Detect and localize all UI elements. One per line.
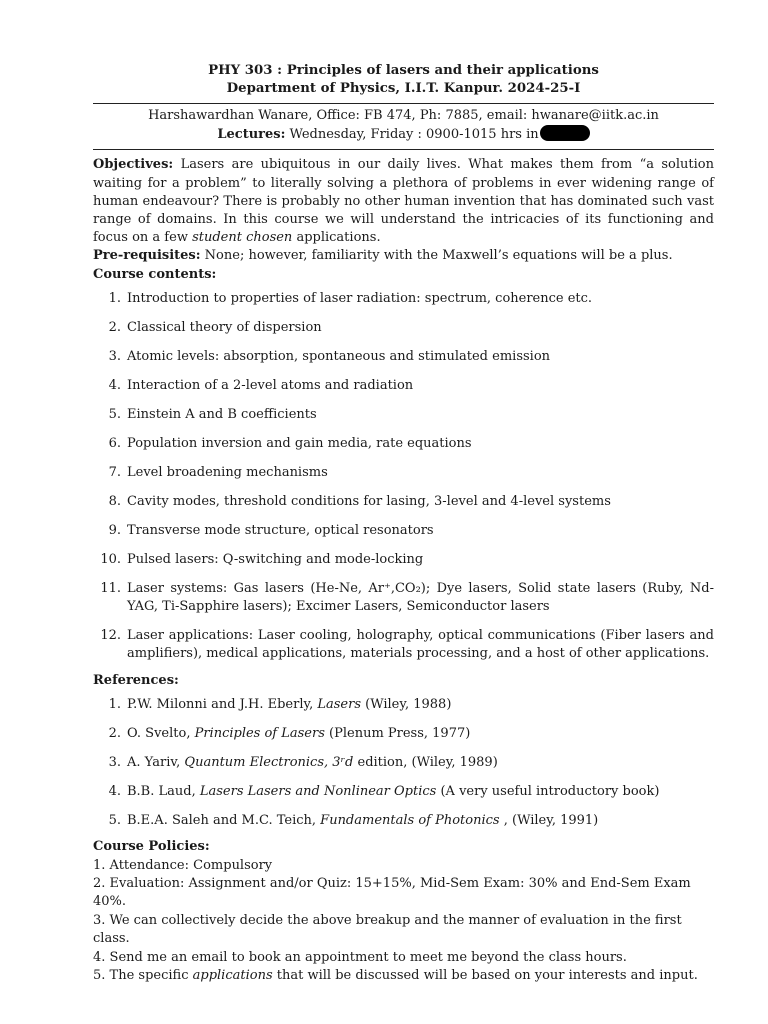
lectures-text: Wednesday, Friday : 0900-1015 hrs in bbox=[285, 127, 539, 143]
item-number: 6. bbox=[108, 435, 121, 451]
course-content-item bbox=[93, 406, 714, 424]
header-rule-bottom bbox=[93, 149, 714, 150]
item-number: 4. bbox=[108, 377, 121, 393]
item-text: Level broadening mechanisms bbox=[127, 464, 328, 480]
reference-title: Principles of Lasers bbox=[194, 726, 325, 742]
reference-before: B.B. Laud, bbox=[127, 784, 200, 800]
item-number: 4. bbox=[108, 784, 121, 800]
item-text: Introduction to properties of laser radiation: spectrum, coherence etc. bbox=[127, 290, 593, 306]
reference-before: B.E.A. Saleh and M.C. Teich, bbox=[127, 813, 321, 829]
item-number: 7. bbox=[108, 464, 121, 480]
reference-item bbox=[93, 783, 714, 801]
reference-after: , (Wiley, 1991) bbox=[499, 813, 599, 829]
item-text: Classical theory of dispersion bbox=[127, 319, 322, 335]
item-text: Cavity modes, threshold conditions for lasing, 3-level and 4-level systems bbox=[127, 493, 611, 509]
course-content-item bbox=[93, 348, 714, 366]
reference-after: (Wiley, 1988) bbox=[361, 697, 452, 713]
course-content-item bbox=[93, 464, 714, 482]
item-text: Laser systems: Gas lasers (He-Ne, Ar⁺,CO₂); Dye lasers, Solid state lasers (Ruby, Nd-YAG, Ti-Sapphire lasers); Excimer Lasers, Semiconductor lasers bbox=[127, 580, 714, 615]
item-number: 8. bbox=[108, 493, 121, 509]
course-content-item bbox=[93, 493, 714, 511]
instructor-info: Harshawardhan Wanare, Office: FB 474, Ph: 7885, email: hwanare@iitk.ac.in bbox=[148, 108, 659, 123]
course-content-item bbox=[93, 580, 714, 616]
item-number: 5. bbox=[108, 406, 121, 422]
policy-text: 5. The specific bbox=[93, 968, 193, 984]
item-number: 10. bbox=[100, 551, 121, 567]
course-content-item bbox=[93, 551, 714, 569]
reference-item bbox=[93, 754, 714, 772]
course-content-item bbox=[93, 627, 714, 663]
reference-item bbox=[93, 725, 714, 743]
reference-item bbox=[93, 696, 714, 714]
policies-list bbox=[93, 857, 714, 967]
reference-title: Quantum Electronics, 3ʳd bbox=[184, 755, 354, 771]
course-contents-heading: Course contents: bbox=[93, 266, 217, 282]
item-number: 5. bbox=[108, 813, 121, 829]
course-content-item bbox=[93, 522, 714, 540]
item-number: 12. bbox=[100, 628, 121, 644]
syllabus-page bbox=[93, 62, 714, 985]
course-content-item bbox=[93, 290, 714, 308]
reference-after: edition, (Wiley, 1989) bbox=[353, 755, 498, 771]
item-number: 1. bbox=[108, 290, 121, 306]
item-text: Laser applications: Laser cooling, holography, optical communications (Fiber lasers and amplifiers), medical applications, materials processing, and a host of other applications. bbox=[127, 628, 714, 662]
reference-after: (Plenum Press, 1977) bbox=[324, 726, 471, 742]
lectures-line bbox=[93, 125, 714, 144]
course-contents-list bbox=[93, 290, 714, 664]
department-line: Department of Physics, I.I.T. Kanpur. 2024-25-I bbox=[226, 81, 581, 96]
item-number: 3. bbox=[108, 348, 121, 364]
item-text: Atomic levels: absorption, spontaneous and stimulated emission bbox=[127, 348, 551, 364]
policy-text-end: that will be discussed will be based on your interests and input. bbox=[272, 968, 698, 984]
policies-heading: Course Policies: bbox=[93, 839, 210, 855]
lectures-label: Lectures: bbox=[217, 127, 286, 143]
references-list bbox=[93, 696, 714, 830]
item-number: 9. bbox=[108, 522, 121, 538]
prerequisites-label: Pre-requisites: bbox=[93, 248, 201, 264]
reference-title: Fundamentals of Photonics bbox=[320, 813, 500, 829]
reference-before: O. Svelto, bbox=[127, 726, 195, 742]
objectives-text-end: applications. bbox=[292, 230, 381, 246]
policy-item: 3. We can collectively decide the above breakup and the manner of evaluation in the first class. bbox=[93, 912, 682, 947]
item-text: Interaction of a 2-level atoms and radiation bbox=[127, 377, 414, 393]
item-number: 11. bbox=[100, 580, 121, 596]
item-text: Transverse mode structure, optical resonators bbox=[127, 522, 434, 538]
references-heading: References: bbox=[93, 673, 179, 689]
policy-item: 1. Attendance: Compulsory bbox=[93, 857, 273, 873]
reference-before: P.W. Milonni and J.H. Eberly, bbox=[127, 697, 318, 713]
course-content-item bbox=[93, 435, 714, 453]
item-text: Pulsed lasers: Q-switching and mode-locking bbox=[127, 551, 424, 567]
policy-item bbox=[93, 967, 714, 985]
item-number: 2. bbox=[108, 726, 121, 742]
prerequisites-text: None; however, familiarity with the Maxwell’s equations will be a plus. bbox=[200, 248, 673, 264]
prerequisites-paragraph bbox=[93, 247, 714, 265]
header-rule bbox=[93, 103, 714, 104]
objectives-label: Objectives: bbox=[93, 157, 174, 173]
item-number: 3. bbox=[108, 755, 121, 771]
policy-emphasis: applications bbox=[192, 968, 273, 984]
policy-item: 4. Send me an email to book an appointment to meet me beyond the class hours. bbox=[93, 949, 627, 965]
redaction-mark bbox=[540, 125, 590, 141]
item-number: 2. bbox=[108, 319, 121, 335]
course-title: PHY 303 : Principles of lasers and their applications bbox=[208, 63, 599, 78]
objectives-emphasis: student chosen bbox=[192, 230, 293, 246]
reference-item bbox=[93, 812, 714, 830]
item-text: Einstein A and B coefficients bbox=[127, 406, 317, 422]
reference-title: Lasers bbox=[317, 697, 362, 713]
policy-item: 2. Evaluation: Assignment and/or Quiz: 15+15%, Mid-Sem Exam: 30% and End-Sem Exam 40%. bbox=[93, 876, 691, 910]
course-content-item bbox=[93, 377, 714, 395]
objectives-paragraph bbox=[93, 156, 714, 247]
objectives-text: Lasers are ubiquitous in our daily lives. What makes them from “a solution waiting for a problem” to literally solving a plethora of problems in ever widening range of human endeavour? There is probably no other human invention that has dominated such vast range of domains. In this course we will understand the intricacies of its functioning and focus on a few bbox=[93, 157, 714, 246]
item-number: 1. bbox=[108, 697, 121, 713]
item-text: Population inversion and gain media, rate equations bbox=[127, 435, 472, 451]
course-content-item bbox=[93, 319, 714, 337]
reference-before: A. Yariv, bbox=[127, 755, 185, 771]
reference-title: Lasers Lasers and Nonlinear Optics bbox=[199, 784, 437, 800]
reference-after: (A very useful introductory book) bbox=[436, 784, 660, 800]
